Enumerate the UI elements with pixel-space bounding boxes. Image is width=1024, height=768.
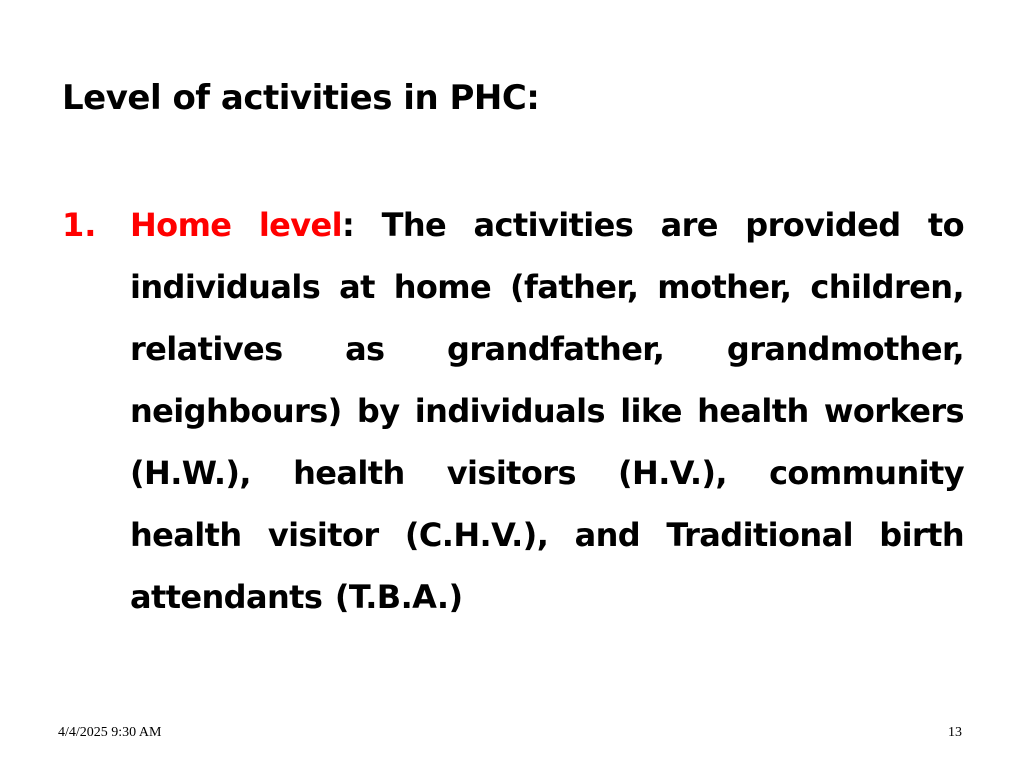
footer-page-number: 13 xyxy=(948,725,962,740)
list-item-text: The activities are provided to individuals at home (father, mother, children, relatives as grandfather, grandmother, neighbours) by individuals like health workers (H.W.), health visitors (H.V.), community health visitor (C.H.V.), and Traditional birth attendants (T.B.A.) xyxy=(130,206,964,616)
list-item-number: 1. xyxy=(62,206,97,244)
slide-title: Level of activities in PHC: xyxy=(62,78,540,118)
list-item-term: Home level xyxy=(130,206,343,244)
footer-date: 4/4/2025 9:30 AM xyxy=(58,725,162,740)
list-item-body xyxy=(130,194,964,628)
list-item-separator: : xyxy=(342,206,355,244)
